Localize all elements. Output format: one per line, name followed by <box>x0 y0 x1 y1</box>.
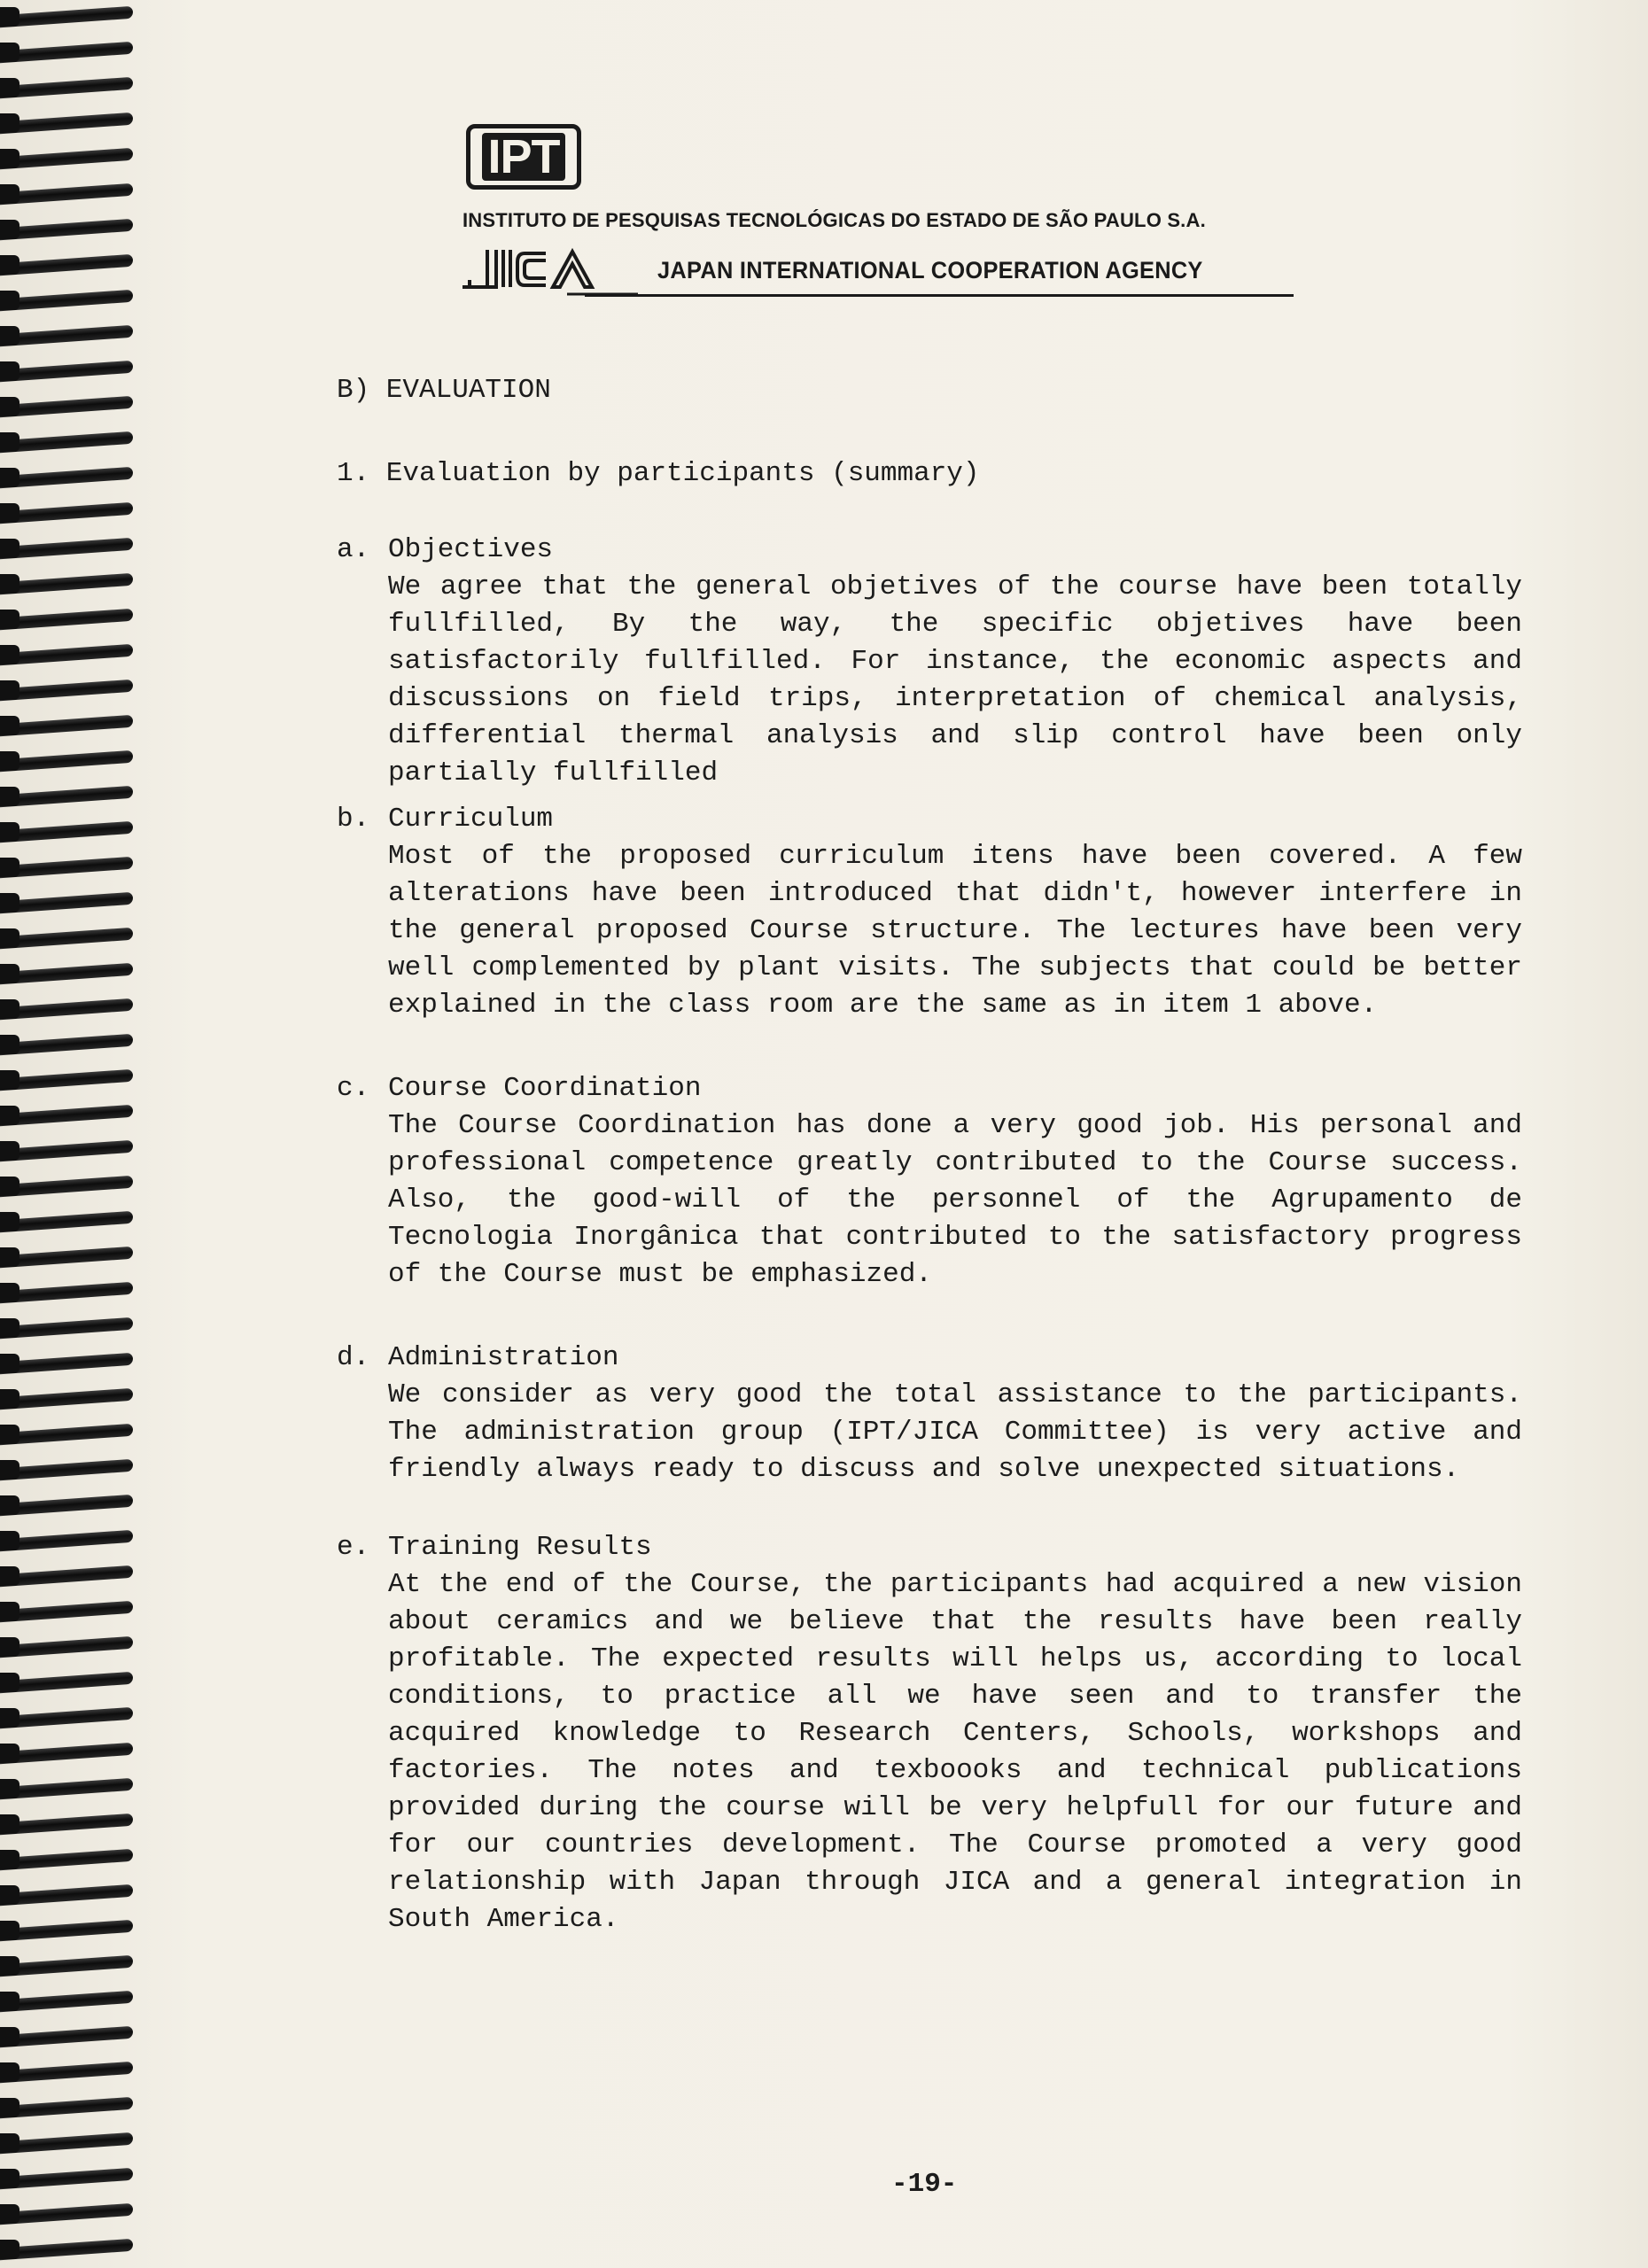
item-heading: Administration <box>388 1342 619 1373</box>
binding-coil <box>0 2133 142 2153</box>
binding-coil <box>0 1389 142 1409</box>
item-heading: Objectives <box>388 534 554 565</box>
binding-coil <box>0 1637 142 1657</box>
jica-row <box>461 245 1294 301</box>
subheading: 1. Evaluation by participants (summary) <box>337 458 980 489</box>
item-paragraph: Most of the proposed curriculum itens have been covered. A few alterations have been introduced that didn't, however interfere in the general proposed Course structure. The lectures have been very well complemented by plant visits. The subjects that could be better explained in the class room are the same as in item 1 above. <box>388 841 1522 1021</box>
binding-coil <box>0 1673 142 1692</box>
item-paragraph: The Course Coordination has done a very good job. His personal and professional competence greatly contributed to the Course success. Also, the good-will of the personnel of the Agrupamento de Tecnologia Inorgânica that contributed to the satisfactory progress of the Course must be emphasized. <box>388 1110 1522 1290</box>
item-title <box>337 1070 1524 1107</box>
item-administration <box>337 1340 1524 1488</box>
item-letter: d. <box>337 1342 370 1373</box>
binding-coil <box>0 2062 142 2082</box>
item-letter: e. <box>337 1532 370 1563</box>
item-curriculum <box>337 801 1524 1024</box>
binding-coil <box>0 1460 142 1480</box>
binding-coil <box>0 1354 142 1373</box>
item-paragraph: We agree that the general objetives of the course have been totally fullfilled, By the way, the specific objetives have been satisfactorily fullfilled. For instance, the economic aspects and discussions on field trips, interpretation of chemical analysis, differential thermal analysis and slip control have been only partially fullfilled <box>388 571 1522 788</box>
agency-name: JAPAN INTERNATIONAL COOPERATION AGENCY <box>657 257 1203 284</box>
binding-coil <box>0 7 142 27</box>
page-number: -19- <box>891 2169 958 2200</box>
item-letter: b. <box>337 804 370 835</box>
binding-coil <box>0 255 142 275</box>
binding-coil <box>0 1212 142 1231</box>
binding-coil <box>0 220 142 239</box>
binding-coil <box>0 999 142 1019</box>
binding-coil <box>0 1141 142 1161</box>
binding-coil <box>0 149 142 168</box>
item-title <box>337 1529 1524 1566</box>
binding-coil <box>0 539 142 558</box>
binding-coil <box>0 1921 142 1940</box>
binding-coil <box>0 1992 142 2011</box>
binding-coil <box>0 432 142 452</box>
item-heading: Training Results <box>388 1532 652 1563</box>
binding-coil <box>0 1779 142 1798</box>
binding-coil <box>0 1744 142 1763</box>
binding-coil <box>0 1177 142 1196</box>
binding-coil <box>0 1106 142 1125</box>
binding-coil <box>0 1318 142 1338</box>
binding-coil <box>0 716 142 735</box>
item-title <box>337 1340 1524 1377</box>
binding-coil <box>0 680 142 700</box>
item-paragraph: At the end of the Course, the participants had acquired a new vision about ceramics and we believe that the results have been really profitable. The expected results will helps us, according to local conditions, to practice all we have seen and to transfer the acquired knowledge to Research Centers, Schools, workshops and factories. The notes and texboooks and technical publications provided during the course will be very helpfull for our future and for our countries development. The Course promoted a very good relationship with Japan through JICA and a general integration in South America. <box>388 1569 1522 1935</box>
binding-coil <box>0 2027 142 2047</box>
binding-coil <box>0 1035 142 1054</box>
binding-coil <box>0 78 142 97</box>
binding-coil <box>0 503 142 523</box>
binding-coil <box>0 1708 142 1728</box>
binding-coil <box>0 1070 142 1090</box>
binding-coil <box>0 2240 142 2259</box>
item-letter: a. <box>337 534 370 565</box>
binding-coil <box>0 751 142 771</box>
binding-coil <box>0 184 142 204</box>
letterhead <box>461 124 1294 301</box>
binding-coil <box>0 1247 142 1267</box>
binding-coil <box>0 1885 142 1905</box>
binding-coil <box>0 1531 142 1550</box>
binding-coil <box>0 928 142 948</box>
item-letter: c. <box>337 1073 370 1104</box>
binding-coil <box>0 326 142 346</box>
binding-coil <box>0 468 142 487</box>
spiral-binding <box>0 0 151 2268</box>
binding-coil <box>0 858 142 877</box>
item-course-coordination <box>337 1070 1524 1293</box>
ipt-logo-text: IPT <box>482 133 564 181</box>
institute-name: INSTITUTO DE PESQUISAS TECNOLÓGICAS DO ESTADO DE SÃO PAULO S.A. <box>463 209 1206 231</box>
header-rule <box>585 294 1294 297</box>
binding-coil <box>0 291 142 310</box>
binding-coil <box>0 610 142 629</box>
binding-coil <box>0 1814 142 1834</box>
binding-coil <box>0 1495 142 1515</box>
item-objectives <box>337 532 1524 792</box>
binding-coil <box>0 574 142 594</box>
binding-coil <box>0 893 142 913</box>
binding-coil <box>0 1602 142 1621</box>
item-heading: Course Coordination <box>388 1073 702 1104</box>
binding-coil <box>0 113 142 133</box>
binding-coil <box>0 1566 142 1586</box>
binding-coil <box>0 1956 142 1976</box>
item-heading: Curriculum <box>388 804 554 835</box>
binding-coil <box>0 1850 142 1869</box>
binding-coil <box>0 787 142 806</box>
binding-coil <box>0 361 142 381</box>
item-title <box>337 801 1524 838</box>
ipt-logo <box>466 124 581 190</box>
binding-coil <box>0 43 142 62</box>
binding-coil <box>0 964 142 983</box>
item-paragraph: We consider as very good the total assistance to the participants. The administration group (IPT/JICA Committee) is very active and friendly always ready to discuss and solve unexpected situations. <box>388 1379 1522 1485</box>
binding-coil <box>0 2098 142 2117</box>
binding-coil <box>0 2169 142 2188</box>
binding-coil <box>0 822 142 842</box>
binding-coil <box>0 2204 142 2224</box>
binding-coil <box>0 1425 142 1444</box>
binding-coil <box>0 1283 142 1302</box>
jica-logo <box>461 245 638 298</box>
item-training-results <box>337 1529 1524 1938</box>
binding-coil <box>0 645 142 664</box>
item-title <box>337 532 1524 569</box>
binding-coil <box>0 397 142 416</box>
section-heading: B) EVALUATION <box>337 375 551 406</box>
